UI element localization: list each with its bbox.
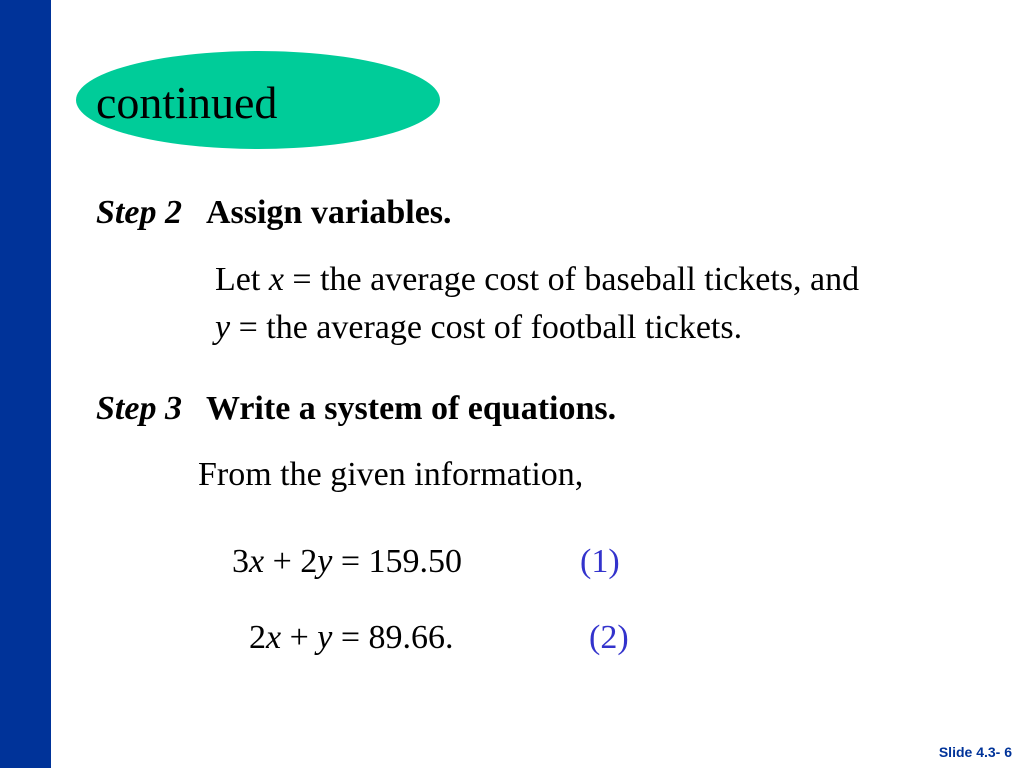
- eq2-rhs: = 89.66.: [332, 619, 454, 656]
- variable-y: y: [215, 309, 231, 346]
- variable-x: x: [268, 261, 284, 298]
- eq1-var-y: y: [317, 543, 333, 580]
- eq2-op: +: [281, 619, 318, 656]
- step2-line2: [215, 308, 742, 348]
- step3-intro: From the given information,: [198, 456, 584, 493]
- step3-title: Write a system of equations.: [205, 390, 617, 427]
- step2-title: Assign variables.: [205, 194, 452, 231]
- equation-1-number: (1): [580, 543, 620, 580]
- equation-2: [249, 618, 454, 658]
- equation-1: [232, 542, 462, 582]
- left-side-bar: [0, 0, 51, 768]
- eq2-var-y: y: [317, 619, 333, 656]
- eq1-coef-x: 3: [232, 543, 249, 580]
- slide-number: Slide 4.3- 6: [938, 744, 1012, 760]
- eq2-coef-x: 2: [249, 619, 266, 656]
- eq1-var-x: x: [249, 543, 265, 580]
- step2-line1-prefix: Let: [215, 261, 269, 298]
- step2-heading: [96, 193, 452, 233]
- continued-label: continued: [96, 77, 278, 128]
- eq1-op: + 2: [264, 543, 318, 580]
- equation-2-number: (2): [589, 619, 629, 656]
- step2-label: Step 2: [96, 194, 182, 231]
- step2-line2-suffix: = the average cost of football tickets.: [230, 309, 743, 346]
- eq1-rhs: = 159.50: [332, 543, 463, 580]
- eq2-var-x: x: [266, 619, 282, 656]
- step2-line1-suffix: = the average cost of baseball tickets, and: [283, 261, 860, 298]
- step3-heading: [96, 389, 616, 429]
- step3-label: Step 3: [96, 390, 182, 427]
- step2-line1: [215, 260, 859, 300]
